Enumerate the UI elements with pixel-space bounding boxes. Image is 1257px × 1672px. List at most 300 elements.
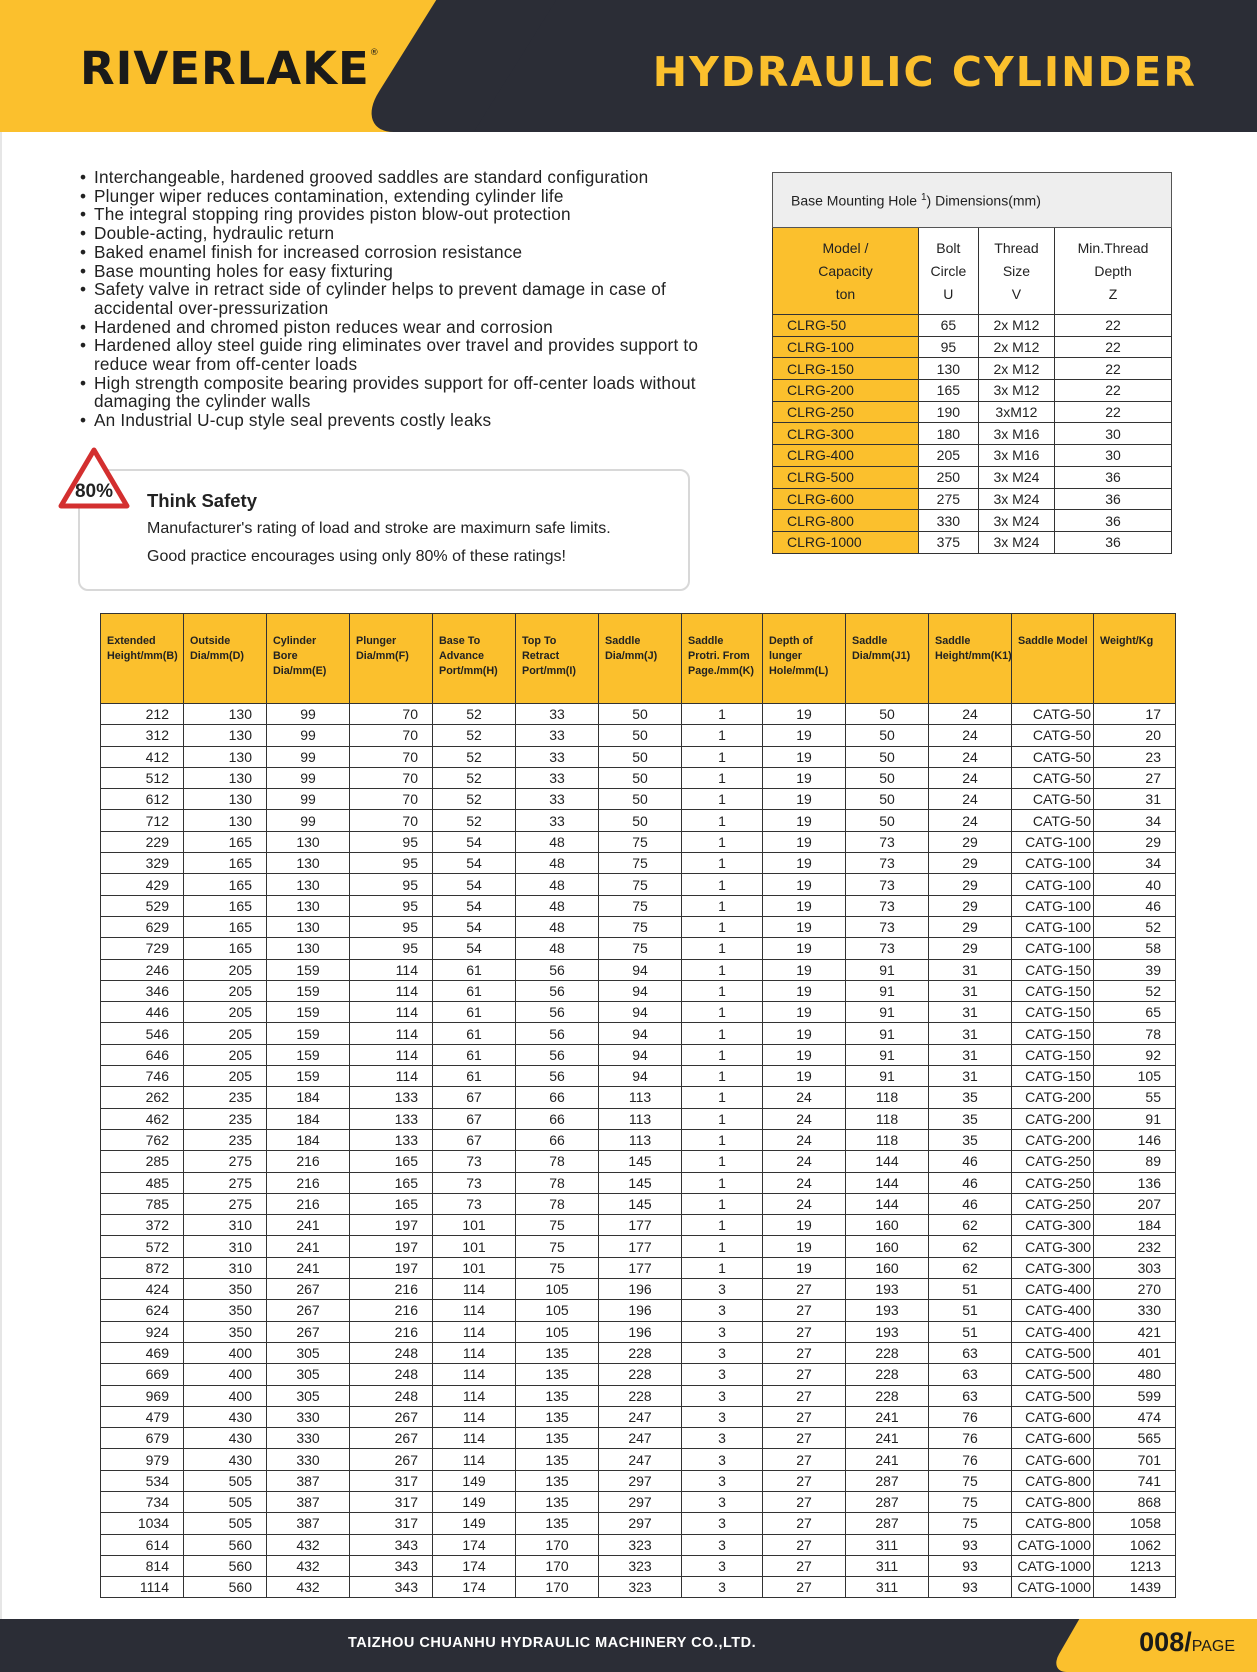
specification-header-text: Bore [273,650,298,662]
mounting-cell: 3x M12 [978,380,1054,402]
table-cell: 50 [599,725,682,746]
table-cell: CATG-1000 [1012,1577,1094,1598]
table-cell: 75 [599,853,682,874]
specification-header-text: Protri. From [688,650,750,662]
table-cell: 27 [763,1555,846,1576]
table-cell: 29 [929,853,1012,874]
table-cell: 70 [350,704,433,725]
table-row [101,1172,1176,1193]
table-cell: 701 [1094,1449,1176,1470]
specification-header-cell [101,614,184,704]
table-cell: 113 [599,1087,682,1108]
table-cell: 54 [433,853,516,874]
table-cell: 1 [682,853,763,874]
table-cell: 3 [682,1342,763,1363]
table-cell: CATG-50 [1012,789,1094,810]
table-row [101,1300,1176,1321]
mounting-table-row [773,336,1172,358]
table-cell: CATG-1000 [1012,1534,1094,1555]
table-cell: 372 [101,1215,184,1236]
table-cell: 430 [184,1428,267,1449]
table-cell: 19 [763,746,846,767]
model-cell: CLRG-200 [773,380,919,402]
table-cell: 1 [682,895,763,916]
mounting-cell: 130 [918,358,978,380]
table-cell: 1062 [1094,1534,1176,1555]
mounting-table-row [773,510,1172,532]
specification-header-cell [1094,614,1176,704]
table-cell: 145 [599,1193,682,1214]
table-cell: 48 [516,874,599,895]
table-cell: 135 [516,1428,599,1449]
table-row [101,980,1176,1001]
table-cell: 1 [682,746,763,767]
table-cell: 424 [101,1279,184,1300]
table-cell: 54 [433,874,516,895]
table-cell: 1034 [101,1513,184,1534]
feature-list [80,168,740,430]
table-cell: 1 [682,959,763,980]
table-cell: 19 [763,1257,846,1278]
table-cell: 99 [267,810,350,831]
table-cell: 329 [101,853,184,874]
table-cell: 48 [516,938,599,959]
table-cell: 160 [846,1236,929,1257]
table-cell: 387 [267,1513,350,1534]
specification-header-row [101,614,1176,704]
table-cell: 232 [1094,1236,1176,1257]
table-cell: 346 [101,980,184,1001]
mounting-cell: 275 [918,488,978,510]
table-cell: 31 [1094,789,1176,810]
table-cell: 93 [929,1534,1012,1555]
table-cell: 184 [1094,1215,1176,1236]
table-cell: 118 [846,1129,929,1150]
model-cell: CLRG-600 [773,488,919,510]
table-cell: 24 [763,1172,846,1193]
table-cell: 1 [682,789,763,810]
table-row [101,1470,1176,1491]
table-row [101,1534,1176,1555]
mounting-table-caption [773,173,1172,228]
table-cell: 50 [846,767,929,788]
table-cell: 114 [433,1449,516,1470]
table-row [101,1279,1176,1300]
table-cell: 52 [433,789,516,810]
table-cell: 246 [101,959,184,980]
brand-logo [80,42,380,95]
table-cell: CATG-100 [1012,938,1094,959]
table-cell: 73 [846,853,929,874]
table-cell: 75 [599,831,682,852]
table-cell: 146 [1094,1129,1176,1150]
specification-header-text: Page./mm(K) [688,665,754,677]
table-cell: 33 [516,810,599,831]
table-cell: 114 [433,1342,516,1363]
table-cell: 979 [101,1449,184,1470]
table-cell: 297 [599,1491,682,1512]
table-cell: 19 [763,1066,846,1087]
table-cell: CATG-300 [1012,1257,1094,1278]
mounting-cell: 65 [918,315,978,337]
mounting-cell: 3x M24 [978,510,1054,532]
feature-item: • Double-acting, hydraulic return [80,224,740,243]
safety-line-1: Manufacturer's rating of load and stroke are maximurn safe limits. [147,520,611,537]
mounting-table-row [773,315,1172,337]
mounting-header-text: Bolt [936,239,961,256]
specification-header-text: Saddle Model [1018,635,1088,647]
table-cell: CATG-50 [1012,746,1094,767]
table-cell: 1 [682,767,763,788]
mounting-table-row [773,401,1172,423]
table-cell: 114 [433,1321,516,1342]
table-cell: 19 [763,874,846,895]
table-cell: 39 [1094,959,1176,980]
table-row [101,1555,1176,1576]
table-cell: 75 [599,938,682,959]
table-cell: 330 [1094,1300,1176,1321]
table-cell: 216 [267,1172,350,1193]
table-cell: 430 [184,1449,267,1470]
specification-header-text: Weight/Kg [1100,635,1154,647]
table-cell: 135 [516,1385,599,1406]
table-cell: 814 [101,1555,184,1576]
table-cell: 400 [184,1385,267,1406]
mounting-cell: 30 [1055,423,1172,445]
table-cell: 3 [682,1513,763,1534]
table-cell: 19 [763,725,846,746]
table-cell: 267 [350,1406,433,1427]
table-cell: CATG-600 [1012,1406,1094,1427]
table-cell: 741 [1094,1470,1176,1491]
table-cell: 56 [516,1023,599,1044]
specification-header-text: Saddle [605,635,641,647]
table-cell: CATG-100 [1012,874,1094,895]
table-row [101,1215,1176,1236]
table-cell: 118 [846,1087,929,1108]
mounting-header-text: U [943,285,954,302]
table-cell: 248 [350,1342,433,1363]
table-cell: 70 [350,725,433,746]
mounting-cell: 2x M12 [978,315,1054,337]
table-cell: 235 [184,1087,267,1108]
table-cell: 212 [101,704,184,725]
table-cell: 193 [846,1300,929,1321]
table-cell: 1 [682,874,763,895]
specification-header-text: Saddle [935,635,971,647]
table-cell: 19 [763,916,846,937]
mounting-cell: 330 [918,510,978,532]
table-cell: 241 [267,1257,350,1278]
table-cell: 50 [846,704,929,725]
table-cell: 323 [599,1534,682,1555]
table-cell: 67 [433,1129,516,1150]
table-cell: 734 [101,1491,184,1512]
table-cell: 24 [929,789,1012,810]
table-cell: 196 [599,1300,682,1321]
table-cell: 629 [101,916,184,937]
table-cell: CATG-300 [1012,1236,1094,1257]
specification-header-text: Saddle [688,635,724,647]
table-cell: 67 [433,1087,516,1108]
table-row [101,746,1176,767]
table-cell: 101 [433,1236,516,1257]
table-cell: 50 [846,746,929,767]
brand-name: RIVERLAKE [80,42,370,95]
table-row [101,1491,1176,1512]
table-cell: 58 [1094,938,1176,959]
table-cell: 27 [763,1385,846,1406]
table-cell: 105 [516,1279,599,1300]
mounting-cell: 3x M16 [978,445,1054,467]
mounting-cell: 190 [918,401,978,423]
table-cell: 99 [267,704,350,725]
table-cell: 70 [350,810,433,831]
table-cell: 48 [516,853,599,874]
table-cell: 241 [846,1406,929,1427]
table-cell: 1 [682,1023,763,1044]
table-cell: 73 [433,1193,516,1214]
table-cell: 75 [599,874,682,895]
table-cell: 216 [267,1151,350,1172]
table-cell: 160 [846,1257,929,1278]
table-cell: 205 [184,1023,267,1044]
table-cell: 56 [516,1044,599,1065]
table-row [101,1151,1176,1172]
table-cell: 330 [267,1428,350,1449]
table-cell: 29 [929,916,1012,937]
table-row [101,1342,1176,1363]
table-cell: 1 [682,1002,763,1023]
table-cell: 61 [433,1023,516,1044]
table-cell: 27 [763,1534,846,1555]
table-row [101,1129,1176,1150]
table-cell: 94 [599,1002,682,1023]
table-cell: 287 [846,1491,929,1512]
table-cell: 421 [1094,1321,1176,1342]
specification-header-text: Port/mm(H) [439,665,498,677]
table-cell: 3 [682,1577,763,1598]
specification-header-text: Height/mm(K1) [935,650,1012,662]
table-cell: 247 [599,1428,682,1449]
table-cell: 196 [599,1321,682,1342]
table-cell: 762 [101,1129,184,1150]
table-cell: 469 [101,1342,184,1363]
specification-header-cell [516,614,599,704]
table-cell: 1 [682,1066,763,1087]
table-cell: 73 [846,916,929,937]
table-row [101,1321,1176,1342]
table-cell: 275 [184,1172,267,1193]
table-cell: 135 [516,1449,599,1470]
table-cell: 135 [516,1406,599,1427]
table-cell: CATG-50 [1012,704,1094,725]
table-cell: CATG-50 [1012,767,1094,788]
table-cell: 73 [846,938,929,959]
table-row [101,1236,1176,1257]
table-cell: 229 [101,831,184,852]
specification-header-text: Dia/mm(F) [356,650,409,662]
mounting-cell: 30 [1055,445,1172,467]
table-cell: 63 [929,1364,1012,1385]
table-cell: 387 [267,1491,350,1512]
specification-header-cell [184,614,267,704]
mounting-table-row [773,380,1172,402]
table-cell: 248 [350,1364,433,1385]
table-cell: 94 [599,1066,682,1087]
table-cell: 50 [599,767,682,788]
warning-triangle-icon [58,447,130,509]
specification-header-cell [267,614,350,704]
mounting-header-text: V [1011,285,1022,302]
model-cell: CLRG-150 [773,358,919,380]
specification-header-cell [1012,614,1094,704]
table-cell: 184 [267,1108,350,1129]
table-cell: CATG-1000 [1012,1555,1094,1576]
table-cell: 746 [101,1066,184,1087]
mounting-header-text: Model / [822,239,869,256]
table-cell: 114 [433,1300,516,1321]
table-cell: 93 [929,1577,1012,1598]
table-cell: 228 [599,1364,682,1385]
caption-footnote: 1 [920,191,927,203]
safety-title: Think Safety [147,490,257,511]
table-row [101,1449,1176,1470]
table-row [101,704,1176,725]
table-cell: 33 [516,704,599,725]
table-cell: 55 [1094,1087,1176,1108]
table-cell: 51 [929,1300,1012,1321]
table-cell: 305 [267,1364,350,1385]
specification-header-cell [846,614,929,704]
table-cell: 91 [846,1002,929,1023]
footer-bar [0,1619,1257,1672]
table-cell: 474 [1094,1406,1176,1427]
table-row [101,1385,1176,1406]
mounting-cell: 36 [1055,488,1172,510]
table-cell: 599 [1094,1385,1176,1406]
table-cell: 193 [846,1321,929,1342]
mounting-cell: 165 [918,380,978,402]
table-cell: 560 [184,1534,267,1555]
table-row [101,1108,1176,1129]
table-cell: 165 [184,874,267,895]
specification-header-cell [599,614,682,704]
table-cell: CATG-100 [1012,831,1094,852]
table-cell: 105 [1094,1066,1176,1087]
table-cell: 50 [599,704,682,725]
table-cell: 130 [184,767,267,788]
table-cell: 165 [350,1172,433,1193]
mounting-header-text: Z [1108,285,1118,302]
mounting-cell: 36 [1055,531,1172,553]
table-cell: 160 [846,1215,929,1236]
table-cell: 485 [101,1172,184,1193]
table-cell: 1 [682,1215,763,1236]
table-cell: 165 [184,853,267,874]
table-cell: 70 [350,767,433,788]
mounting-cell: 36 [1055,510,1172,532]
table-cell: 247 [599,1406,682,1427]
table-cell: 62 [929,1215,1012,1236]
table-cell: 412 [101,746,184,767]
table-cell: 287 [846,1513,929,1534]
table-cell: 275 [184,1193,267,1214]
table-cell: 114 [350,1023,433,1044]
table-cell: 177 [599,1236,682,1257]
table-cell: 228 [599,1342,682,1363]
table-cell: 31 [929,1023,1012,1044]
table-cell: 712 [101,810,184,831]
table-cell: 432 [267,1555,350,1576]
specification-header-cell [682,614,763,704]
table-cell: 50 [846,810,929,831]
table-cell: 75 [929,1470,1012,1491]
table-cell: 29 [1094,831,1176,852]
table-cell: 70 [350,789,433,810]
table-cell: 311 [846,1534,929,1555]
table-cell: CATG-600 [1012,1428,1094,1449]
specification-header-text: Advance [439,650,485,662]
table-cell: 99 [267,725,350,746]
table-cell: 432 [267,1534,350,1555]
table-row [101,767,1176,788]
model-cell: CLRG-800 [773,510,919,532]
table-cell: CATG-250 [1012,1193,1094,1214]
table-cell: 512 [101,767,184,788]
table-cell: 872 [101,1257,184,1278]
table-cell: 165 [184,938,267,959]
feature-item: • Hardened and chromed piston reduces wear and corrosion [80,318,740,337]
table-cell: 267 [267,1279,350,1300]
table-cell: 78 [516,1172,599,1193]
table-cell: 241 [846,1449,929,1470]
table-cell: CATG-200 [1012,1108,1094,1129]
table-cell: 135 [516,1513,599,1534]
table-cell: 177 [599,1215,682,1236]
table-cell: CATG-50 [1012,725,1094,746]
table-cell: CATG-100 [1012,916,1094,937]
table-cell: 52 [433,810,516,831]
table-cell: 262 [101,1087,184,1108]
mounting-table-row [773,531,1172,553]
table-cell: 159 [267,1044,350,1065]
page-title: HYDRAULIC CYLINDER [652,48,1197,96]
table-cell: 105 [516,1321,599,1342]
specification-header-text: Height/mm(B) [107,650,178,662]
table-cell: 174 [433,1555,516,1576]
mounting-table-row [773,466,1172,488]
specification-header-cell [433,614,516,704]
table-cell: 323 [599,1555,682,1576]
table-cell: 75 [516,1215,599,1236]
table-cell: 95 [350,831,433,852]
table-cell: 56 [516,1002,599,1023]
table-row [101,916,1176,937]
feature-item: • Baked enamel finish for increased corrosion resistance [80,243,740,262]
table-cell: 19 [763,1002,846,1023]
table-cell: 101 [433,1257,516,1278]
table-cell: 149 [433,1513,516,1534]
table-cell: 114 [350,959,433,980]
table-cell: 130 [184,704,267,725]
table-cell: 19 [763,980,846,1001]
table-cell: CATG-150 [1012,980,1094,1001]
table-cell: 1 [682,810,763,831]
table-cell: 78 [516,1193,599,1214]
table-cell: 19 [763,959,846,980]
table-cell: 350 [184,1279,267,1300]
